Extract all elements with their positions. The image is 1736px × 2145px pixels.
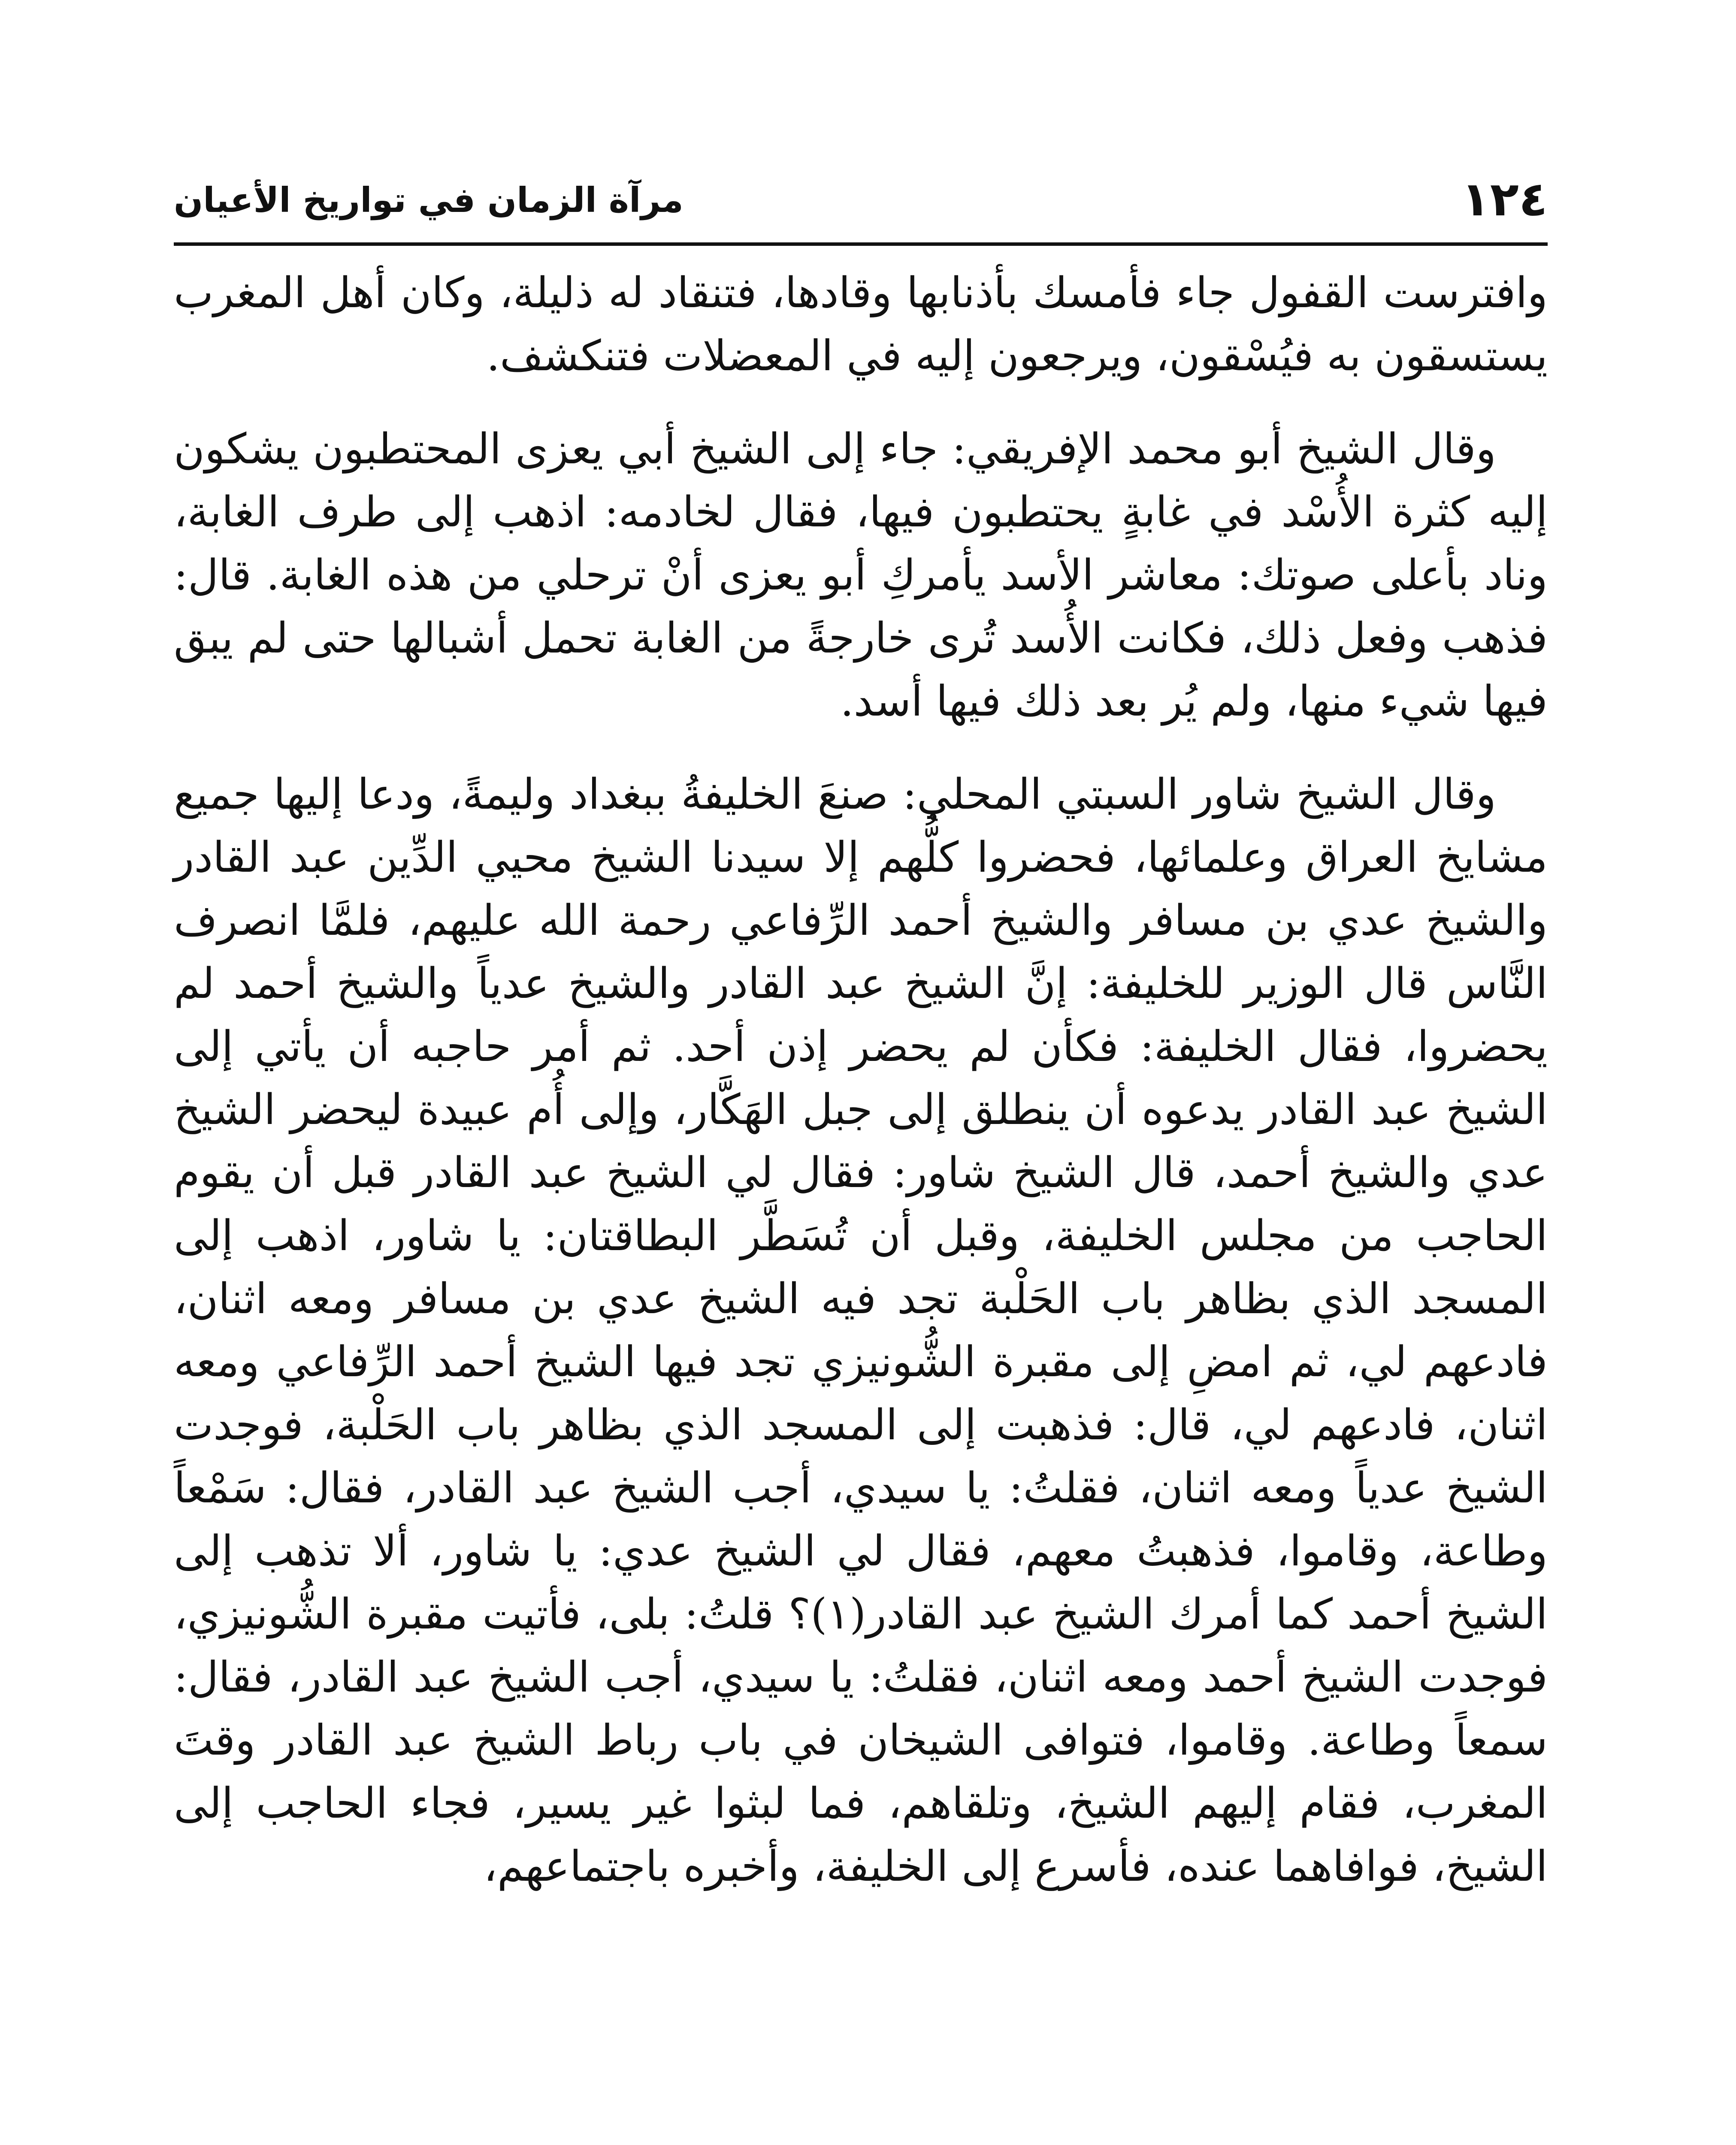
paragraph-3: وقال الشيخ شاور السبتي المحلي: صنعَ الخليفةُ ببغداد وليمةً، ودعا إليها جميع مشايخ العراق وعلمائها، فحضروا كلُّهم إلا سيدنا الشيخ محيي الدِّين عبد القادر والشيخ عدي بن مسافر والشيخ أحمد الرِّفاعي رحمة الله عليهم، فلمَّا انصرف النَّاس قال الوزير للخليفة: إنَّ الشيخ عبد القادر والشيخ عدياً والشيخ أحمد لم يحضروا، فقال الخليفة: فكأن لم يحضر إذن أحد. ثم أمر حاجبه أن يأتي إلى الشيخ عبد القادر يدعوه أن ينطلق إلى جبل الهَكَّار، وإلى أُم عبيدة ليحضر الشيخ عدي والشيخ أحمد، قال الشيخ شاور: فقال لي الشيخ عبد القادر قبل أن يقوم الحاجب من مجلس الخليفة، وقبل أن تُسَطَّر البطاقتان: يا شاور، اذهب إلى المسجد الذي بظاهر باب الحَلْبة تجد فيه الشيخ عدي بن مسافر ومعه اثنان، فادعهم لي، ثم امضِ إلى مقبرة الشُّونيزي تجد فيها الشيخ أحمد الرِّفاعي ومعه اثنان، فادعهم لي، قال: فذهبت إلى المسجد الذي بظاهر باب الحَلْبة، فوجدت الشيخ عدياً ومعه اثنان، فقلتُ: يا سيدي، أجب الشيخ عبد القادر، فقال: سَمْعاً وطاعة، وقاموا، فذهبتُ معهم، فقال لي الشيخ عدي: يا شاور، ألا تذهب إلى الشيخ أحمد كما أمرك الشيخ عبد القادر(١)؟ قلتُ: بلى، فأتيت مقبرة الشُّونيزي، فوجدت الشيخ أحمد ومعه اثنان، فقلتُ: يا سيدي، أجب الشيخ عبد القادر، فقال: سمعاً وطاعة. وقاموا، فتوافى الشيخان في باب رباط الشيخ عبد القادر وقتَ المغرب، فقام إليهم الشيخ، وتلقاهم، فما لبثوا غير يسير، فجاء الحاجب إلى الشيخ، فوافاهما عنده، فأسرع إلى الخليفة، وأخبره باجتماعهم،	[174, 770, 1548, 1891]
body-text	[174, 262, 1548, 1928]
running-title: مرآة الزمان في تواريخ الأعيان	[174, 180, 684, 220]
page-number: ١٢٤	[1461, 172, 1548, 227]
header-rule	[174, 242, 1548, 246]
running-header	[174, 172, 1548, 236]
paragraph-2: وقال الشيخ أبو محمد الإفريقي: جاء إلى الشيخ أبي يعزى المحتطبون يشكون إليه كثرة الأُسْد في غابةٍ يحتطبون فيها، فقال لخادمه: اذهب إلى طرف الغابة، وناد بأعلى صوتك: معاشر الأسد يأمركِ أبو يعزى أنْ ترحلي من هذه الغابة. قال: فذهب وفعل ذلك، فكانت الأُسد تُرى خارجةً من الغابة تحمل أشبالها حتى لم يبق فيها شيء منها، ولم يُر بعد ذلك فيها أسد.	[174, 425, 1548, 726]
paragraph-1: وافترست القفول جاء فأمسك بأذنابها وقادها، فتنقاد له ذليلة، وكان أهل المغرب يستسقون به فيُسْقون، ويرجعون إليه في المعضلات فتنكشف.	[174, 269, 1548, 381]
